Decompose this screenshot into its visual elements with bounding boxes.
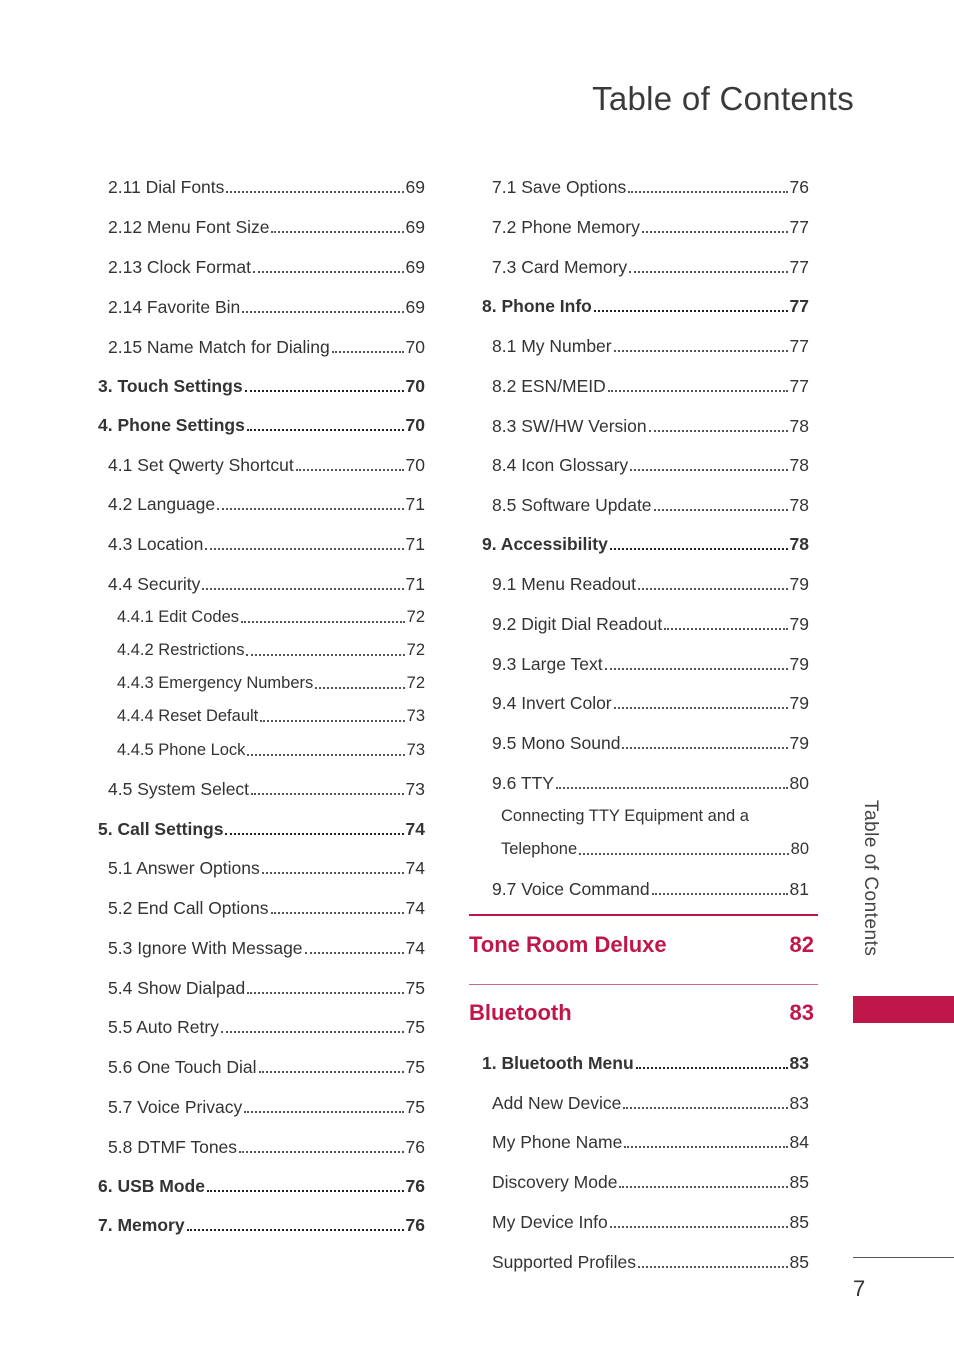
toc-entry-page: 71 (405, 534, 425, 554)
toc-entry-title: 8.1 My Number (492, 336, 612, 356)
section-heading-bluetooth[interactable] (469, 1000, 814, 1026)
side-tab-label (853, 800, 883, 990)
footer-rule (853, 1257, 954, 1258)
toc-entry-page: 75 (405, 978, 425, 998)
toc-entry-page: 80 (789, 773, 809, 793)
page-title: Table of Contents (592, 80, 854, 117)
toc-entry-title: 9.7 Voice Command (492, 879, 650, 899)
toc-entry-page: 79 (789, 574, 809, 594)
toc-entry-title: 8.3 SW/HW Version (492, 416, 647, 436)
toc-leader-dots (305, 952, 404, 954)
toc-entry-title: 9.1 Menu Readout (492, 574, 636, 594)
toc-entry-page: 69 (405, 217, 425, 237)
toc-leader-dots (623, 1107, 787, 1109)
toc-entry-title: 2.13 Clock Format (108, 257, 251, 277)
toc-entry-page: 69 (405, 257, 425, 277)
toc-entry-title: 9.3 Large Text (492, 654, 603, 674)
toc-leader-dots (610, 548, 788, 550)
toc-entry-page: 77 (789, 217, 809, 237)
toc-entry[interactable] (482, 494, 809, 516)
toc-entry-title: 9.4 Invert Color (492, 693, 612, 713)
toc-entry-title: 9. Accessibility (482, 534, 608, 554)
toc-entry[interactable] (98, 493, 425, 515)
toc-entry[interactable] (482, 653, 809, 675)
toc-entry[interactable] (482, 573, 809, 595)
toc-entry-title: 2.14 Favorite Bin (108, 297, 241, 317)
toc-leader-dots (649, 430, 788, 432)
toc-entry-title: 5.8 DTMF Tones (108, 1137, 238, 1157)
toc-leader-dots (622, 747, 787, 749)
toc-entry-title: 2.15 Name Match for Dialing (108, 337, 330, 357)
toc-entry-title: 8.2 ESN/MEID (492, 376, 606, 396)
toc-leader-dots (654, 509, 788, 511)
toc-entry-title: 4.3 Location (108, 534, 204, 554)
toc-leader-dots (247, 992, 403, 994)
toc-entry-page: 76 (789, 177, 809, 197)
toc-entry[interactable] (482, 216, 809, 238)
toc-leader-dots (221, 1031, 404, 1033)
toc-entry-title: 4.4.3 Emergency Numbers (117, 674, 314, 692)
toc-entry[interactable] (98, 1214, 425, 1236)
toc-entry[interactable] (98, 818, 425, 840)
toc-entry[interactable] (98, 176, 425, 198)
toc-entry-title: 9.5 Mono Sound (492, 733, 621, 753)
toc-entry[interactable] (98, 1136, 425, 1158)
toc-entry-page: 79 (789, 654, 809, 674)
toc-leader-dots (605, 668, 788, 670)
toc-entry-title: 9.6 TTY (492, 773, 554, 793)
toc-entry-title: 5.3 Ignore With Message (108, 938, 303, 958)
toc-entry[interactable] (98, 1096, 425, 1118)
toc-leader-dots (315, 687, 404, 689)
toc-entry[interactable] (98, 573, 425, 595)
toc-entry[interactable] (98, 639, 425, 661)
section-divider (469, 914, 818, 916)
toc-entry-page: 72 (406, 674, 425, 692)
toc-entry[interactable] (482, 1251, 809, 1273)
toc-entry-page: 76 (405, 1215, 425, 1235)
toc-leader-dots (262, 872, 404, 874)
toc-entry-page: 84 (789, 1132, 809, 1152)
toc-entry-title: 4.2 Language (108, 494, 216, 514)
toc-entry[interactable] (482, 732, 809, 754)
toc-entry[interactable] (482, 375, 809, 397)
toc-entry[interactable] (482, 1092, 809, 1114)
toc-leader-dots (556, 787, 788, 789)
toc-leader-dots (207, 1190, 404, 1192)
toc-entry-page: 79 (789, 733, 809, 753)
toc-entry[interactable] (98, 606, 425, 628)
toc-entry[interactable] (482, 1131, 809, 1153)
toc-entry[interactable] (98, 1056, 425, 1078)
toc-entry[interactable] (482, 335, 809, 357)
toc-entry-page: 74 (405, 819, 425, 839)
toc-entry-title: 2.12 Menu Font Size (108, 217, 270, 237)
toc-leader-dots (638, 1266, 788, 1268)
toc-entry[interactable] (98, 937, 425, 959)
toc-leader-dots (619, 1186, 787, 1188)
toc-entry[interactable] (98, 1016, 425, 1038)
toc-entry[interactable] (98, 414, 425, 436)
toc-entry-page: 74 (405, 858, 425, 878)
section-heading-tone-room[interactable] (469, 932, 814, 958)
toc-entry-title: 5.4 Show Dialpad (108, 978, 246, 998)
toc-leader-dots (332, 351, 404, 353)
toc-entry[interactable] (482, 454, 809, 476)
toc-entry-page: 73 (406, 741, 425, 759)
toc-entry-title: 4.4.5 Phone Lock (117, 741, 246, 759)
toc-entry[interactable] (98, 672, 425, 694)
section-divider (469, 984, 818, 985)
toc-entry-title: 5.7 Voice Privacy (108, 1097, 243, 1117)
toc-leader-dots (614, 350, 788, 352)
toc-leader-dots (225, 833, 403, 835)
toc-entry-title: Discovery Mode (492, 1172, 618, 1192)
toc-entry-page: 79 (789, 614, 809, 634)
toc-leader-dots (260, 720, 404, 722)
toc-entry-title: 9.2 Digit Dial Readout (492, 614, 663, 634)
toc-entry[interactable] (98, 977, 425, 999)
toc-entry-title: Add New Device (492, 1093, 622, 1113)
toc-entry-page: 75 (405, 1057, 425, 1077)
toc-entry-page: 77 (789, 336, 809, 356)
toc-entry-title: 4. Phone Settings (98, 415, 245, 435)
toc-entry-page: 76 (405, 1176, 425, 1196)
toc-leader-dots (630, 469, 787, 471)
toc-leader-dots (624, 1146, 787, 1148)
toc-entry-page: 83 (789, 1093, 809, 1113)
toc-entry-title: 2.11 Dial Fonts (108, 177, 225, 197)
toc-leader-dots (245, 390, 404, 392)
toc-entry-page: 79 (789, 693, 809, 713)
toc-entry-page: 75 (405, 1017, 425, 1037)
toc-leader-dots (628, 191, 787, 193)
toc-leader-dots (636, 1067, 788, 1069)
toc-leader-dots (202, 588, 403, 590)
toc-entry-page: 72 (406, 608, 425, 626)
toc-leader-dots (642, 231, 788, 233)
side-tab-marker (853, 996, 954, 1023)
toc-entry-page: 78 (789, 416, 809, 436)
toc-entry-page: 78 (789, 455, 809, 475)
toc-entry-page: 78 (789, 534, 809, 554)
toc-entry[interactable] (482, 805, 809, 827)
toc-entry[interactable] (482, 838, 809, 860)
toc-leader-dots (244, 1111, 403, 1113)
toc-entry-title: Supported Profiles (492, 1252, 636, 1272)
toc-entry-title: 7.3 Card Memory (492, 257, 628, 277)
section-title: Tone Room Deluxe (469, 932, 667, 957)
toc-entry-page: 73 (406, 707, 425, 725)
toc-entry-title: My Phone Name (492, 1132, 623, 1152)
toc-entry-page: 77 (789, 376, 809, 396)
toc-entry-page: 83 (789, 1053, 809, 1073)
toc-entry[interactable] (482, 692, 809, 714)
toc-entry-title: Telephone (501, 840, 578, 858)
section-page: 83 (789, 1000, 814, 1025)
toc-entry-title: 3. Touch Settings (98, 376, 243, 396)
toc-entry-page: 69 (405, 177, 425, 197)
toc-entry-page: 71 (405, 494, 425, 514)
toc-leader-dots (239, 1151, 404, 1153)
toc-leader-dots (217, 508, 403, 510)
toc-entry[interactable] (482, 772, 809, 794)
toc-entry-page: 85 (789, 1172, 809, 1192)
section-title: Bluetooth (469, 1000, 572, 1025)
toc-entry-page: 71 (405, 574, 425, 594)
toc-leader-dots (629, 271, 787, 273)
toc-entry-page: 85 (789, 1212, 809, 1232)
side-tab-text: Table of Contents (860, 800, 881, 957)
toc-entry-title: 8.4 Icon Glossary (492, 455, 629, 475)
toc-entry-title: 1. Bluetooth Menu (482, 1053, 634, 1073)
page-number: 7 (853, 1276, 866, 1301)
toc-entry-title: My Device Info (492, 1212, 608, 1232)
toc-leader-dots (253, 271, 404, 273)
toc-entry[interactable] (482, 613, 809, 635)
toc-entry[interactable] (482, 415, 809, 437)
toc-entry[interactable] (98, 533, 425, 555)
toc-entry[interactable] (482, 533, 809, 555)
toc-leader-dots (242, 311, 403, 313)
toc-entry-page: 77 (789, 296, 809, 316)
toc-entry[interactable] (98, 216, 425, 238)
toc-leader-dots (259, 1071, 404, 1073)
toc-entry-title: 6. USB Mode (98, 1176, 205, 1196)
toc-leader-dots (638, 588, 788, 590)
toc-entry[interactable] (98, 454, 425, 476)
toc-entry[interactable] (98, 375, 425, 397)
toc-entry-title: 4.5 System Select (108, 779, 250, 799)
toc-entry-title: 8. Phone Info (482, 296, 592, 316)
toc-leader-dots (652, 893, 788, 895)
toc-entry-title: 5.2 End Call Options (108, 898, 269, 918)
toc-leader-dots (608, 390, 788, 392)
toc-entry[interactable] (98, 705, 425, 727)
toc-entry[interactable] (482, 256, 809, 278)
toc-leader-dots (246, 654, 404, 656)
toc-leader-dots (296, 469, 404, 471)
toc-entry-title: 5.1 Answer Options (108, 858, 260, 878)
toc-entry-page: 77 (789, 257, 809, 277)
section-page: 82 (789, 932, 814, 957)
toc-entry-page: 85 (789, 1252, 809, 1272)
toc-leader-dots (610, 1226, 788, 1228)
toc-entry[interactable] (482, 1171, 809, 1193)
toc-entry-page: 81 (789, 879, 809, 899)
toc-entry-page: 75 (405, 1097, 425, 1117)
toc-entry[interactable] (98, 1175, 425, 1197)
toc-leader-dots (205, 548, 403, 550)
toc-entry[interactable] (98, 256, 425, 278)
toc-entry[interactable] (98, 857, 425, 879)
toc-entry-title: 4.4.1 Edit Codes (117, 608, 239, 626)
toc-entry[interactable] (98, 778, 425, 800)
toc-entry-title: 4.4.2 Restrictions (117, 641, 245, 659)
toc-leader-dots (241, 621, 405, 623)
toc-entry-page: 70 (405, 415, 425, 435)
toc-leader-dots (251, 793, 403, 795)
toc-entry-page: 78 (789, 495, 809, 515)
toc-entry-page: 76 (405, 1137, 425, 1157)
toc-entry-title: 5.5 Auto Retry (108, 1017, 219, 1037)
toc-leader-dots (664, 628, 787, 630)
toc-leader-dots (614, 707, 788, 709)
toc-entry-page: 70 (405, 455, 425, 475)
toc-entry[interactable] (98, 336, 425, 358)
toc-entry-page: 72 (406, 641, 425, 659)
toc-entry-title: 4.4.4 Reset Default (117, 707, 259, 725)
toc-leader-dots (226, 191, 403, 193)
toc-leader-dots (187, 1229, 404, 1231)
toc-entry[interactable] (482, 176, 809, 198)
toc-entry-title: 8.5 Software Update (492, 495, 652, 515)
toc-entry-page: 70 (405, 376, 425, 396)
toc-entry-title: Connecting TTY Equipment and a (501, 807, 749, 825)
toc-leader-dots (247, 754, 404, 756)
toc-entry-page: 70 (405, 337, 425, 357)
toc-entry[interactable] (482, 878, 809, 900)
toc-leader-dots (271, 231, 403, 233)
toc-entry[interactable] (98, 296, 425, 318)
toc-entry-title: 4.1 Set Qwerty Shortcut (108, 455, 294, 475)
toc-entry-page: 74 (405, 898, 425, 918)
toc-entry-title: 5.6 One Touch Dial (108, 1057, 257, 1077)
toc-entry-title: 5. Call Settings (98, 819, 224, 839)
toc-entry-page: 73 (405, 779, 425, 799)
toc-entry-page: 80 (790, 840, 809, 858)
toc-leader-dots (271, 912, 404, 914)
toc-entry-page: 74 (405, 938, 425, 958)
toc-leader-dots (594, 310, 788, 312)
toc-entry[interactable] (98, 897, 425, 919)
toc-entry-title: 7.1 Save Options (492, 177, 627, 197)
toc-entry-title: 7.2 Phone Memory (492, 217, 640, 237)
toc-entry[interactable] (482, 1211, 809, 1233)
toc-leader-dots (247, 429, 404, 431)
toc-leader-dots (579, 853, 788, 855)
toc-entry[interactable] (98, 739, 425, 761)
toc-entry[interactable] (482, 1052, 809, 1074)
toc-entry-title: 7. Memory (98, 1215, 185, 1235)
toc-entry-page: 69 (405, 297, 425, 317)
toc-entry-title: 4.4 Security (108, 574, 201, 594)
toc-entry[interactable] (482, 295, 809, 317)
